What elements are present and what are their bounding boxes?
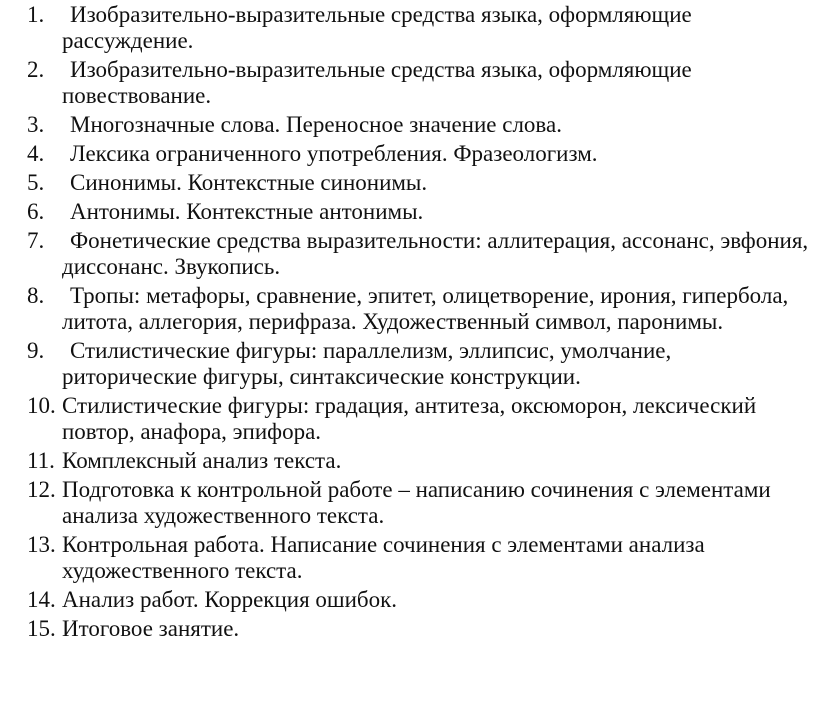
list-item-number: 12.	[27, 477, 56, 502]
list-item-number: 8.	[27, 283, 45, 308]
list-item	[0, 283, 816, 335]
list-item	[0, 112, 816, 138]
list-item	[0, 57, 816, 109]
list-item-text: Итоговое занятие.	[62, 616, 240, 641]
list-item-text: Контрольная работа. Написание сочинения с элементами анализа художественного текста.	[62, 532, 705, 583]
list-item-text: Тропы: метафоры, сравнение, эпитет, олицетворение, ирония, гипербола, литота, аллегория, перифраза. Художественный символ, паронимы.	[62, 283, 789, 334]
list-item-text: Стилистические фигуры: градация, антитеза, оксюморон, лексический повтор, анафора, эпифора.	[62, 393, 757, 444]
list-item-number: 5.	[27, 170, 45, 195]
list-item	[0, 448, 816, 474]
list-item	[0, 477, 816, 529]
list-item-number: 1.	[27, 2, 45, 27]
list-item-text: Антонимы. Контекстные антонимы.	[70, 199, 424, 224]
list-item	[0, 532, 816, 584]
list-item-number: 3.	[27, 112, 45, 137]
list-item-number: 6.	[27, 199, 45, 224]
list-item-number: 2.	[27, 57, 45, 82]
list-item-number: 9.	[27, 338, 45, 363]
list-item-text: Изобразительно-выразительные средства языка, оформляющие рассуждение.	[62, 2, 692, 53]
list-item-number: 10.	[27, 393, 56, 418]
topic-list	[0, 2, 816, 642]
list-item-text: Синонимы. Контекстные синонимы.	[70, 170, 428, 195]
list-item-text: Фонетические средства выразительности: аллитерация, ассонанс, эвфония, диссонанс. Звукопись.	[62, 228, 809, 279]
list-item-number: 7.	[27, 228, 45, 253]
list-item-text: Анализ работ. Коррекция ошибок.	[62, 587, 398, 612]
list-item-number: 14.	[27, 587, 56, 612]
list-item	[0, 393, 816, 445]
list-item-text: Подготовка к контрольной работе – написанию сочинения с элементами анализа художественного текста.	[62, 477, 771, 528]
list-item	[0, 338, 816, 390]
list-item-number: 15.	[27, 616, 56, 641]
list-item	[0, 2, 816, 54]
list-item	[0, 199, 816, 225]
list-item	[0, 228, 816, 280]
list-item-text: Изобразительно-выразительные средства языка, оформляющие повествование.	[62, 57, 692, 108]
list-item-number: 4.	[27, 141, 45, 166]
list-item-text: Комплексный анализ текста.	[62, 448, 342, 473]
list-item	[0, 587, 816, 613]
list-item-text: Лексика ограниченного употребления. Фразеологизм.	[70, 141, 598, 166]
list-item-text: Многозначные слова. Переносное значение слова.	[70, 112, 562, 137]
list-item-number: 11.	[27, 448, 55, 473]
list-item	[0, 616, 816, 642]
list-item-text: Стилистические фигуры: параллелизм, эллипсис, умолчание, риторические фигуры, синтаксические конструкции.	[62, 338, 672, 389]
list-item-number: 13.	[27, 532, 56, 557]
list-item	[0, 141, 816, 167]
list-item	[0, 170, 816, 196]
